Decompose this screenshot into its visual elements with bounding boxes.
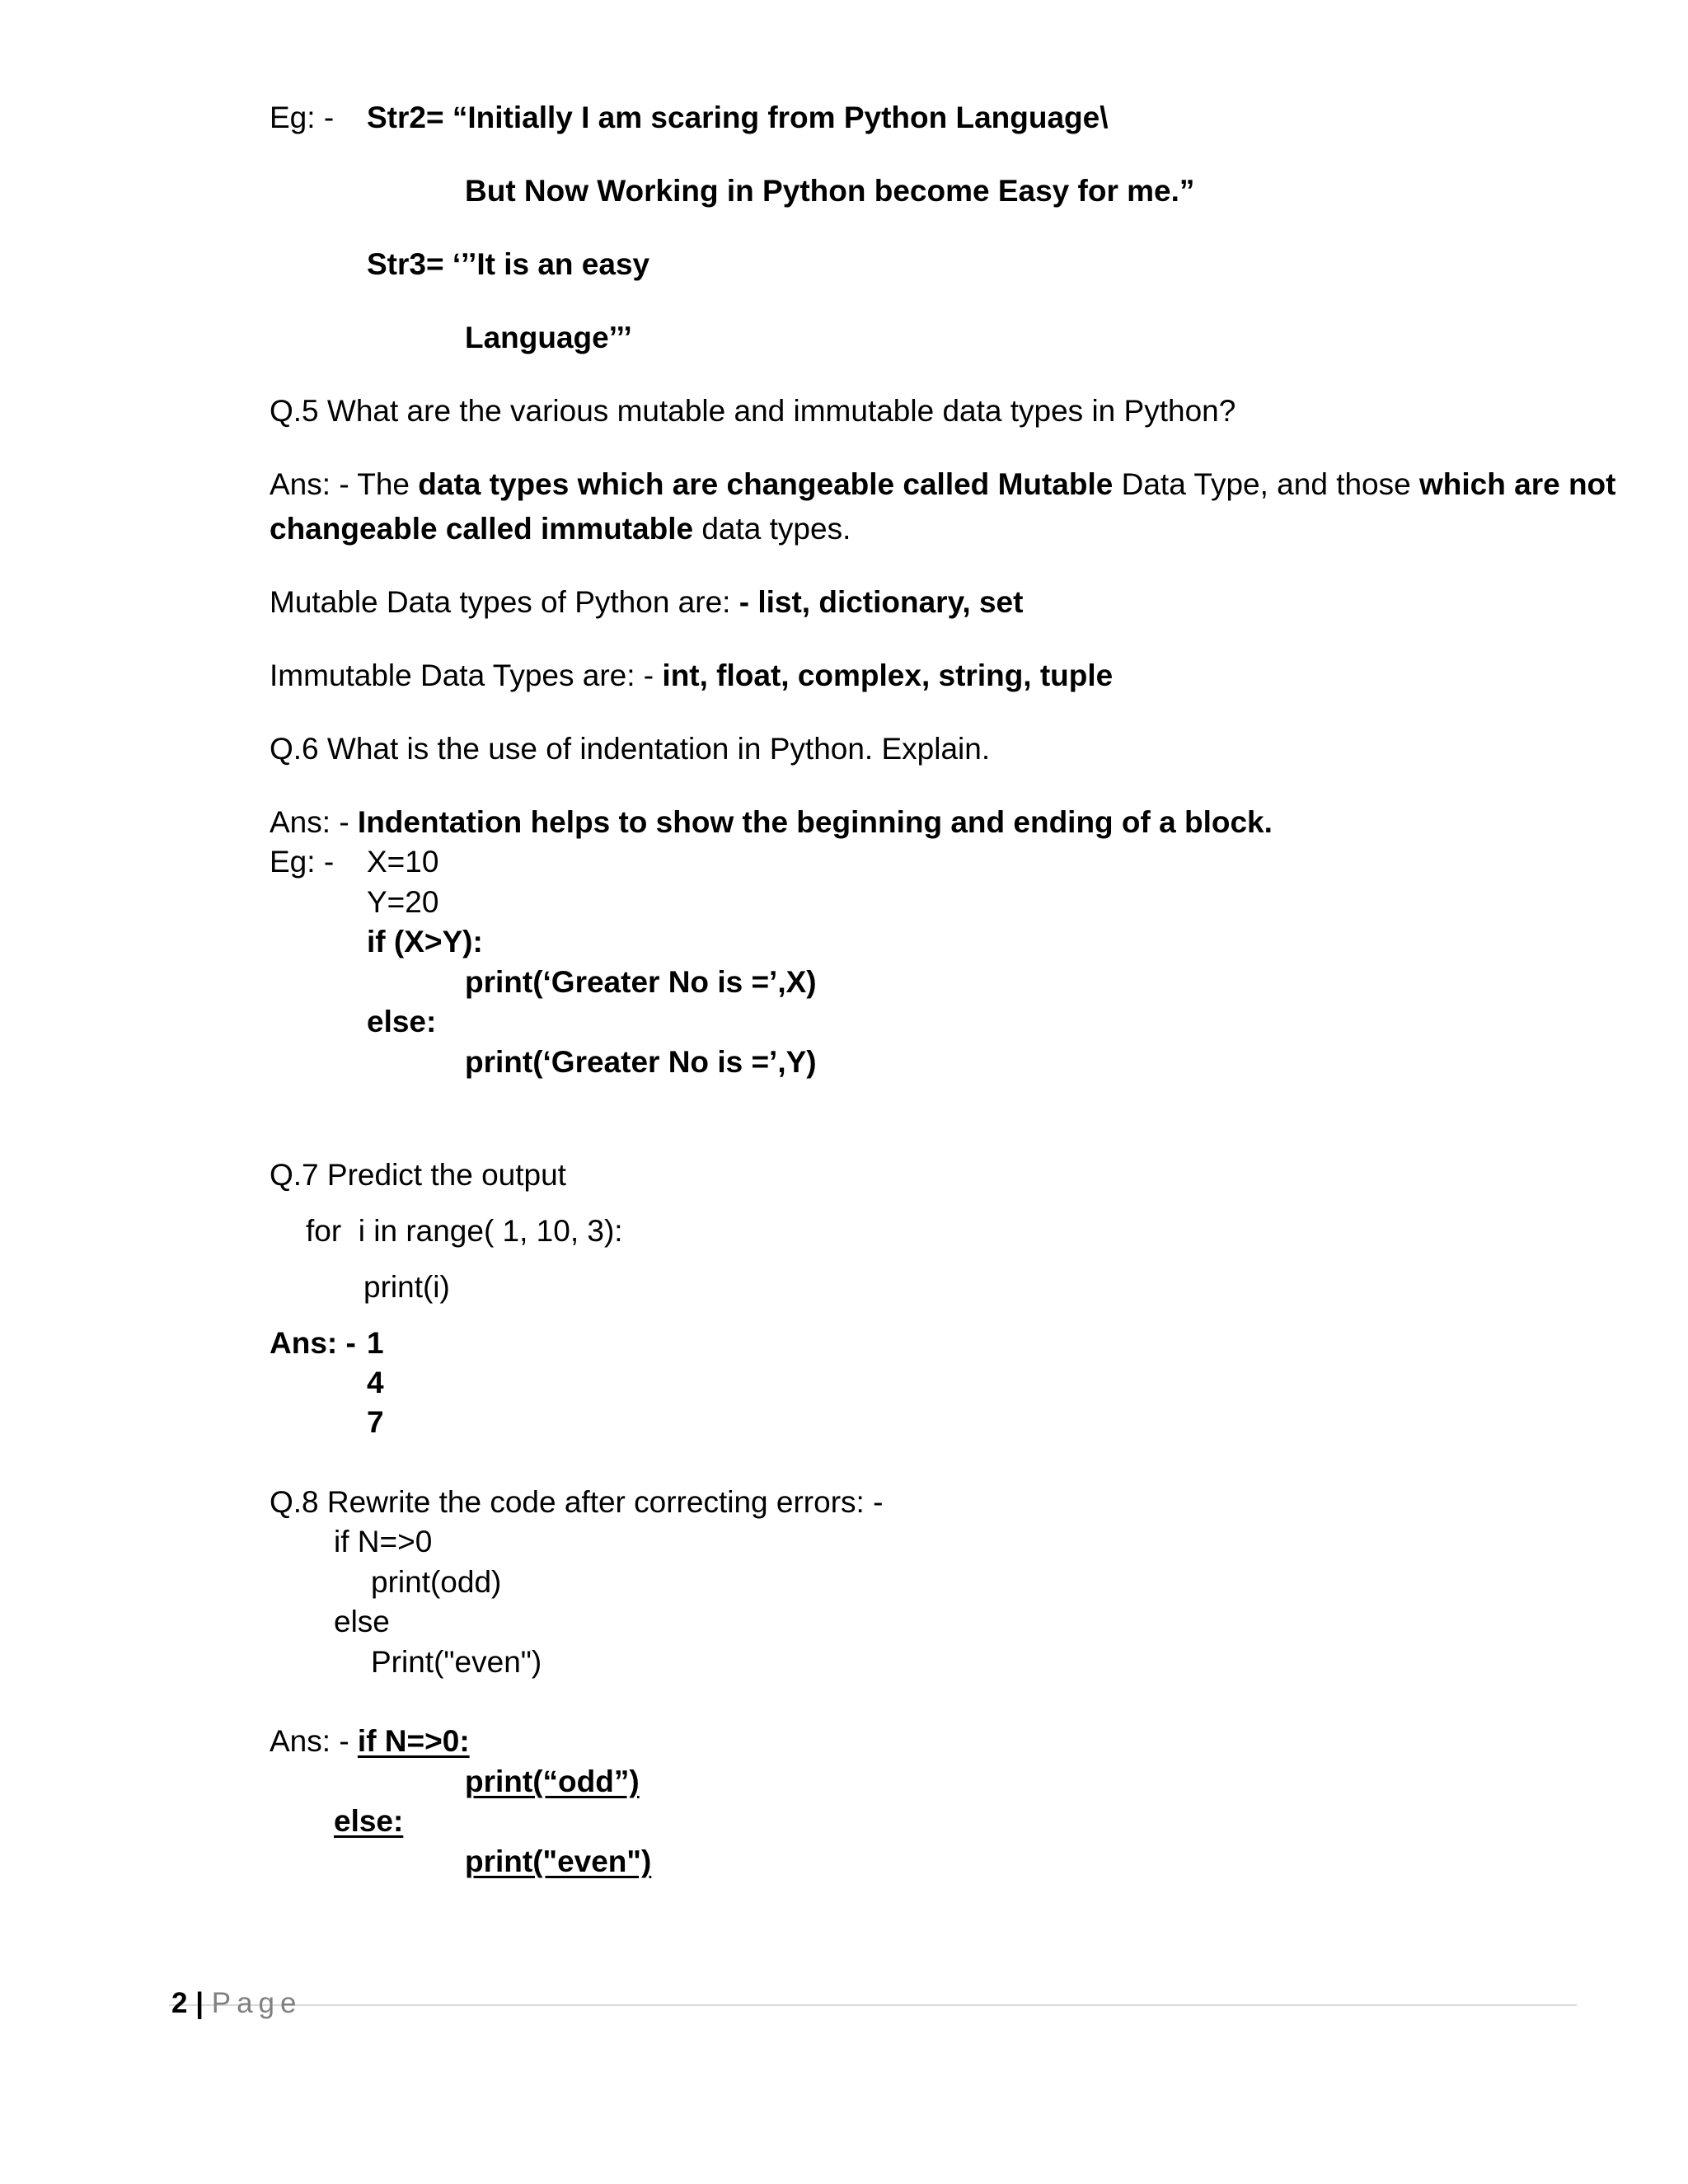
q8-ans-code-line: if N=>0:	[357, 1724, 470, 1758]
q7-question: Q.7 Predict the output	[270, 1158, 566, 1192]
q5-answer-line1: Ans: - The data types which are changeable called Mutable Data Type, and those which are not	[270, 467, 1616, 501]
mutable-types: Mutable Data types of Python are: - list, dictionary, set	[270, 585, 1024, 619]
q7-output: 7	[367, 1405, 384, 1439]
footer-separator: |	[187, 1987, 212, 2019]
code-line: print(‘Greater No is =’,X)	[465, 965, 817, 999]
q7-code-line2: print(i)	[363, 1270, 450, 1304]
q8-ans-code-line: print(“odd”)	[465, 1765, 640, 1798]
str2-line1: Str2= “Initially I am scaring from Python Language\	[367, 101, 1109, 134]
q6-eg-label: Eg: -	[270, 845, 335, 879]
q7-code-line1: for i in range( 1, 10, 3):	[306, 1214, 623, 1248]
q8-answer: Ans: - if N=>0:	[270, 1724, 470, 1758]
q8-code-line: else	[334, 1605, 390, 1638]
code-line: if (X>Y):	[367, 925, 483, 958]
eg-label: Eg: -	[270, 101, 335, 134]
page-footer	[171, 1985, 302, 2022]
q5-answer-line2: changeable called immutable data types.	[270, 512, 851, 546]
q8-question: Q.8 Rewrite the code after correcting errors: -	[270, 1485, 884, 1519]
q7-output: 4	[367, 1366, 384, 1399]
q6-question: Q.6 What is the use of indentation in Python. Explain.	[270, 732, 991, 766]
page-number: 2	[171, 1987, 188, 2019]
page-label: Page	[211, 1987, 302, 2019]
q8-code-line: Print("even")	[371, 1645, 542, 1679]
code-line: Y=20	[367, 885, 439, 919]
str3-line2: Language’’’	[465, 321, 632, 354]
code-line: X=10	[367, 845, 439, 879]
q5-question: Q.5 What are the various mutable and immutable data types in Python?	[270, 394, 1236, 428]
str3-line1: Str3= ‘’’It is an easy	[367, 247, 650, 281]
q8-code-line: if N=>0	[334, 1525, 433, 1558]
q7-output: 1	[367, 1326, 384, 1360]
q6-answer: Ans: - Indentation helps to show the beginning and ending of a block.	[270, 805, 1273, 839]
q8-ans-code-line: print("even")	[465, 1844, 652, 1878]
code-line: print(‘Greater No is =’,Y)	[465, 1045, 817, 1079]
q8-ans-code-line: else:	[334, 1804, 404, 1838]
code-line: else:	[367, 1005, 437, 1038]
str2-line2: But Now Working in Python become Easy for me.”	[465, 174, 1195, 208]
footer-divider	[169, 2004, 1577, 2006]
immutable-types: Immutable Data Types are: - int, float, complex, string, tuple	[270, 658, 1114, 692]
q8-code-line: print(odd)	[371, 1565, 502, 1599]
q7-ans-label: Ans: -	[270, 1326, 356, 1360]
